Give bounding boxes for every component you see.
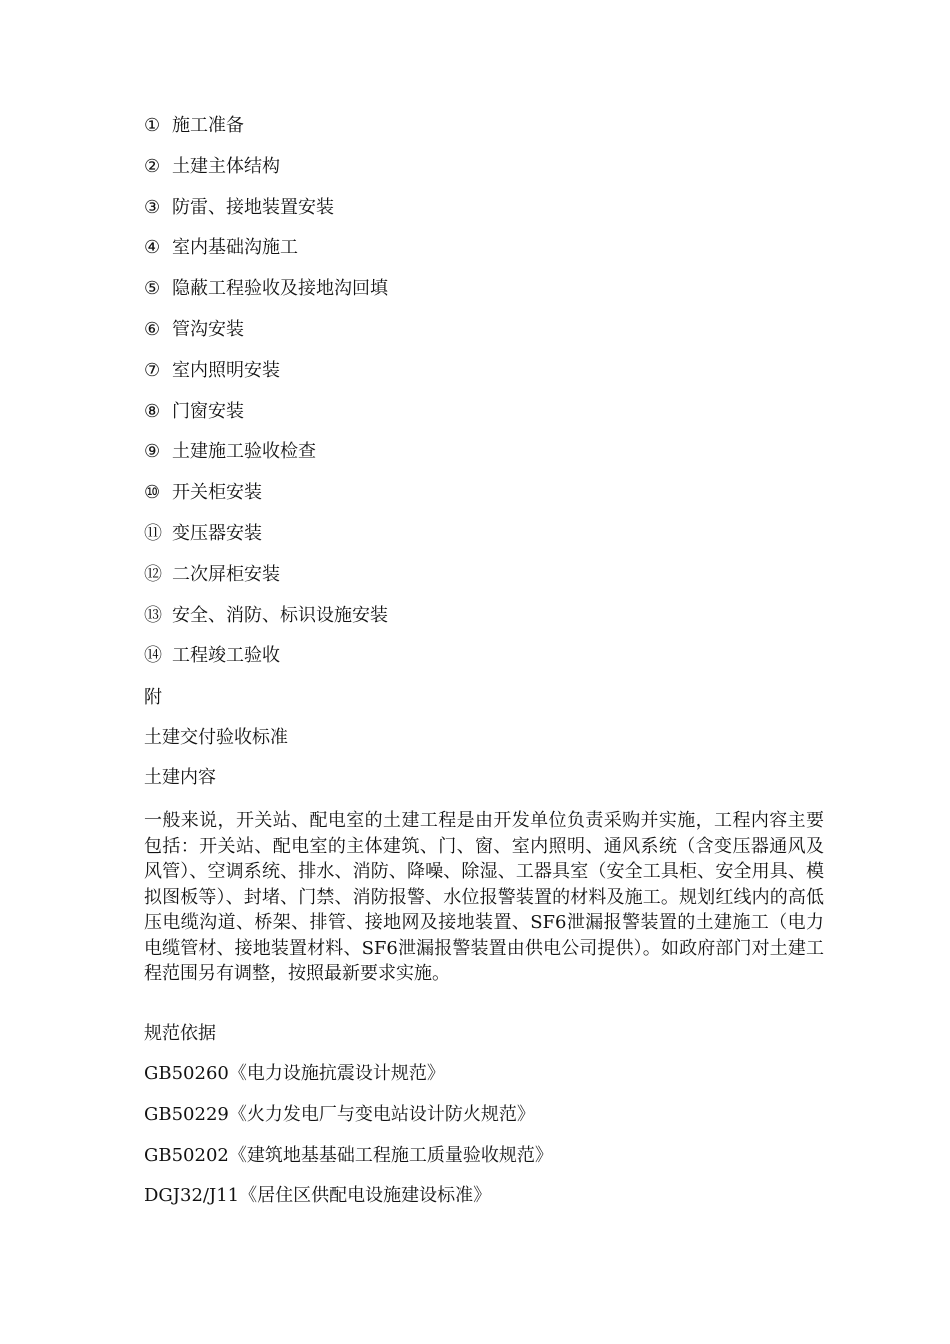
step-number: ⑨ xyxy=(144,441,161,463)
step-text: 施工准备 xyxy=(172,115,244,136)
construction-steps-list xyxy=(144,112,824,683)
step-text: 室内基础沟施工 xyxy=(172,237,298,259)
reference-item: GB50260《电力设施抗震设计规范》 xyxy=(144,1063,445,1084)
step-text: 安全、消防、标识设施安装 xyxy=(172,604,388,626)
step-number: ⑭ xyxy=(144,645,162,667)
step-number: ① xyxy=(144,115,161,136)
step-number: ⑥ xyxy=(144,318,161,340)
step-item xyxy=(144,479,824,520)
step-text: 隐蔽工程验收及接地沟回填 xyxy=(172,278,388,300)
step-item xyxy=(144,398,824,439)
step-text: 门窗安装 xyxy=(172,400,244,422)
step-item xyxy=(144,438,824,479)
section-title: 土建交付验收标准 xyxy=(144,727,288,748)
references-list xyxy=(144,1060,824,1223)
reference-item: GB50202《建筑地基基础工程施工质量验收规范》 xyxy=(144,1144,553,1166)
subsection-title: 土建内容 xyxy=(144,767,216,788)
step-text: 室内照明安装 xyxy=(172,359,280,381)
step-item xyxy=(144,561,824,602)
step-text: 土建主体结构 xyxy=(172,155,280,177)
step-number: ⑬ xyxy=(144,604,162,626)
step-item xyxy=(144,357,824,398)
step-item xyxy=(144,234,824,275)
step-number: ⑫ xyxy=(144,563,162,585)
step-text: 开关柜安装 xyxy=(172,482,262,504)
step-item xyxy=(144,153,824,194)
step-item xyxy=(144,275,824,316)
step-number: ⑧ xyxy=(144,400,161,422)
step-item xyxy=(144,520,824,561)
step-number: ④ xyxy=(144,237,161,259)
appendix-label: 附 xyxy=(144,687,162,708)
reference-item: GB50229《火力发电厂与变电站设计防火规范》 xyxy=(144,1103,535,1125)
step-text: 工程竣工验收 xyxy=(172,645,280,667)
step-number: ⑦ xyxy=(144,359,161,381)
step-number: ③ xyxy=(144,196,161,218)
step-number: ⑪ xyxy=(144,522,162,544)
references-title: 规范依据 xyxy=(144,1023,216,1044)
content-paragraph: 一般来说，开关站、配电室的土建工程是由开发单位负责采购并实施，工程内容主要包括：开关站、配电室的主体建筑、门、窗、室内照明、通风系统（含变压器通风及风管）、空调系统、排水、消防、降噪、除湿、工器具室（安全工具柜、安全用具、模拟图板等）、封堵、门禁、消防报警、水位报警装置的材料及施工。规划红线内的高低压电缆沟道、桥架、排管、接地网及接地装置、SF6泄漏报警装置的土建施工（电力电缆管材、接地装置材料、SF6泄漏报警装置由供电公司提供）。如政府部门对土建工程范围另有调整，按照最新要求实施。 xyxy=(144,810,824,984)
step-text: 管沟安装 xyxy=(172,318,244,340)
step-item xyxy=(144,602,824,643)
step-number: ② xyxy=(144,155,161,177)
step-item xyxy=(144,642,824,683)
step-number: ⑩ xyxy=(144,482,161,504)
step-text: 土建施工验收检查 xyxy=(172,441,316,463)
step-item xyxy=(144,112,824,153)
step-text: 防雷、接地装置安装 xyxy=(172,196,334,218)
step-item xyxy=(144,316,824,357)
step-text: 二次屏柜安装 xyxy=(172,563,280,585)
step-text: 变压器安装 xyxy=(172,522,262,544)
step-number: ⑤ xyxy=(144,278,161,300)
step-item xyxy=(144,194,824,235)
reference-item: DGJ32/J11《居住区供配电设施建设标准》 xyxy=(144,1185,492,1207)
